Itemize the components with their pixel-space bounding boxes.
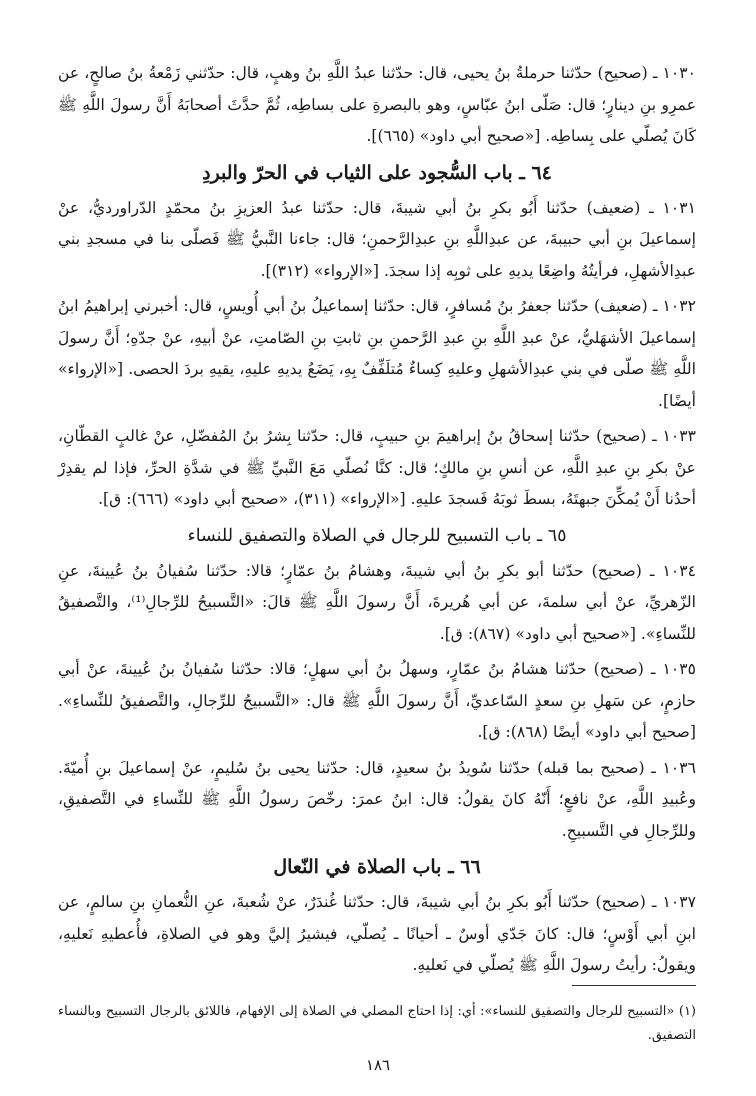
chapter-65-heading: ٦٥ ـ باب التسبيح للرجال في الصلاة والتصفيق للنساء — [187, 525, 567, 546]
hadith-1033: ١٠٣٣ ـ (صحيح) حدّثنا إسحاقُ بنُ إبراهيمَ بنِ حبيبٍ، قال: حدّثنا بِشرُ بنُ المُفضّلِ، عنْ غالبٍ القطّانِ، عنْ بكرِ بنِ عبدِ اللَّهِ، عن أنسِ بنِ مالكٍ؛ قال: كنَّا نُصلّي مَعَ النَّبيِّ ﷺ في شدَّةِ الحرِّ، فإذا لم يقدِرْ أحدُنا أَنْ يُمكِّنَ جبهتَهُ، بسطَ ثوبَهُ فَسجدَ عليهِ. [«الإرواء» (٣١١)، «صحيح أبي داود» (٦٦٦): ق]. — [58, 427, 696, 508]
hadith-1034: ١٠٣٤ ـ (صحيح) حدّثنا أبو بكرِ بنُ أبي شيبةَ، وهشامُ بنُ عمّارٍ؛ قالا: حدّثنا سُفيانُ بنُ عُيينةَ، عنِ الزّهريِّ، عنْ أبي سلمةَ، عن أبي هُريرةَ، أَنَّ رسولَ اللَّهِ ﷺ قالَ: «التَّسبيحُ للرِّجالِ⁽¹⁾، والتَّصفيقُ للنِّساءِ». [«صحيح أبي داود» (٨٦٧): ق]. — [58, 561, 696, 643]
hadith-1031: ١٠٣١ ـ (ضعيف) حدّثنا أَبُو بكرِ بنُ أبي شيبةَ، قال: حدّثنا عبدُ العزيزِ بنُ محمّدٍ الدّراورديُّ، عنْ إسماعيلَ بنِ أبي حبيبةَ، عن عبدِاللَّهِ بنِ عبدِالرَّحمنِ؛ قال: جاءنا النَّبيُّ ﷺ فَصلّى بنا في مسجدِ بني عبدِالأشهلِ، فرأيتُهُ واضِعًا يديهِ على ثوبِه إذا سجدَ. [«الإرواء» (٣١٢)]. — [58, 198, 696, 280]
hadith-1032: ١٠٣٢ ـ (ضعيف) حدّثنا جعفرُ بنُ مُسافرٍ، قال: حدّثنا إسماعيلُ بنُ أبي أُويسٍ، قال: أخبرني إبراهيمُ ابنُ إسماعيلَ الأشهَليُّ، عنْ عبدِ اللَّهِ بنِ عبدِ الرَّحمنِ بنِ ثابتِ بنِ الصّامتِ، عنْ أبيهِ، عنْ جدّهِ؛ أَنَّ رسولَ اللَّهِ ﷺ صلّى في بني عبدِالأشهلِ وعليهِ كِساءٌ مُتلَفِّفٌ بِهِ، يَضَعُ يديهِ عليهِ، يقيهِ بردَ الحصى. [«الإرواء» أيضًا]. — [58, 297, 696, 410]
footnote-divider — [572, 985, 696, 986]
chapter-64-heading: ٦٤ ـ باب السُّجود على الثياب في الحرّ والبردِ — [202, 161, 552, 184]
page-number: ١٨٦ — [365, 1056, 391, 1074]
hadith-1036: ١٠٣٦ ـ (صحيح بما قبله) حدّثنا سُويدُ بنُ سعيدٍ، قال: حدّثنا يحيى بنُ سُليمٍ، عنْ إسماعيلَ بنِ أُميّةَ. وعُبيدِ اللَّهِ، عنْ نافعٍ؛ أَنّهُ كانَ يقولُ: قال: ابنُ عمرَ: رخّصَ رسولُ اللَّهِ ﷺ للنِّساءِ في التَّصفيقِ، وللرِّجالِ في التَّسبيحِ. — [58, 758, 696, 840]
hadith-1037: ١٠٣٧ ـ (صحيح) حدّثنا أَبُو بكرِ بنُ أبي شيبةَ، قال: حدّثنا غُندَرٌ، عنْ شُعبةَ، عنِ النُّعمانِ بنِ سالمٍ، عن ابنِ أبي أَوْسٍ؛ قال: كانَ جَدّي أوسٌ ـ أحيانًا ـ يُصلّي، فيشيرُ إليَّ وهو في الصلاةِ، فأُعطيهِ نَعليهِ، ويقولُ: رأيتُ رسولَ اللَّهِ ﷺ يُصلّي في نَعليهِ. — [58, 893, 696, 974]
hadith-1035: ١٠٣٥ ـ (صحيح) حدّثنا هشامُ بنُ عمّارٍ، وسهلُ بنُ أبي سهلٍ؛ قالا: حدّثنا سُفيانُ بنُ عُيينةَ، عنْ أبي حازمٍ، عن سَهلِ بنِ سعدٍ السّاعديِّ، أَنَّ رسولَ اللَّهِ ﷺ قال: «التَّسبيحُ للرِّجالِ، والتَّصفيقُ للنِّساءِ». [صحيح أبي داود» أيضًا (٨٦٨): ق]. — [58, 660, 696, 741]
footnote: (١) «التسبيح للرجال والتصفيق للنساء»: أي: إذا احتاج المصلي في الصلاة إلى الإفهام، فاللائق بالرجال التسبيح وبالنساء التصفيق. — [58, 1004, 696, 1043]
hadith-1030: ١٠٣٠ ـ (صحيح) حدّثنا حرملةُ بنُ يحيى، قال: حدّثنا عبدُ اللَّهِ بنُ وهبٍ، قال: حدّثني زَمْعةُ بنُ صالحٍ، عن عمرِو بنِ دينارٍ؛ قال: صَلّى ابنُ عبّاسٍ، وهو بالبصرةِ على بساطِه، ثُمَّ حدَّثَ أصحابَهُ أَنَّ رسولَ اللَّهِ ﷺ كَانَ يُصلّي على بِساطِه. [«صحيح أبي داود» (٦٦٥)]. — [58, 64, 696, 145]
chapter-66-heading: ٦٦ ـ باب الصلاة في النّعال — [273, 856, 481, 878]
